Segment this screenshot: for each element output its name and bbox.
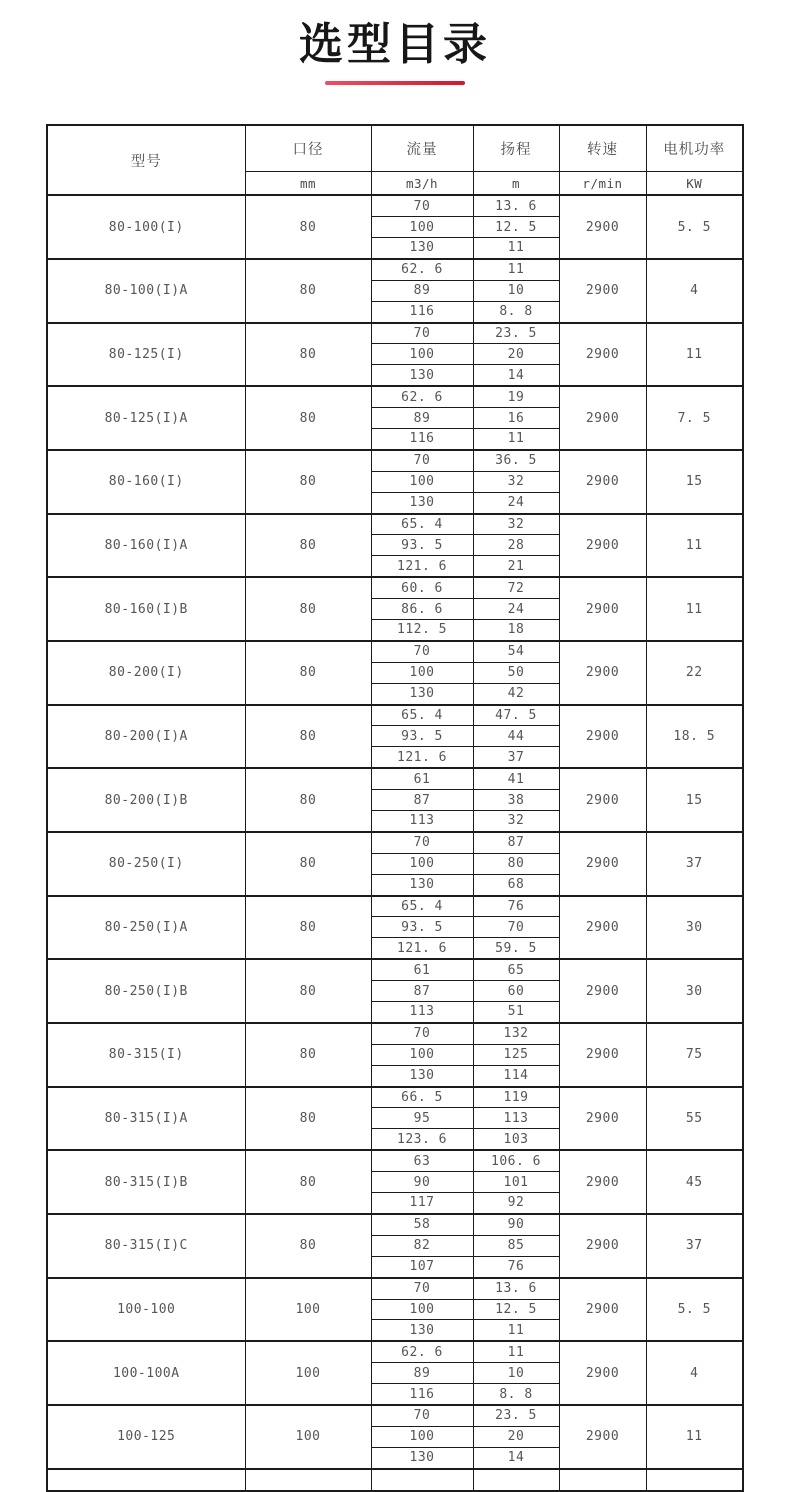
flow-cell: 89 xyxy=(371,408,473,429)
power-cell: 11 xyxy=(646,1405,743,1469)
table-row xyxy=(47,1278,743,1299)
head-cell: 101 xyxy=(473,1172,559,1193)
head-cell: 8. 8 xyxy=(473,1384,559,1405)
flow-cell: 100 xyxy=(371,1299,473,1320)
head-cell: 16 xyxy=(473,408,559,429)
power-cell: 15 xyxy=(646,450,743,514)
head-cell: 11 xyxy=(473,1320,559,1341)
page-title: 选型目录 xyxy=(299,19,491,70)
table-body xyxy=(47,195,743,1490)
flow-cell: 89 xyxy=(371,1363,473,1384)
head-cell: 38 xyxy=(473,790,559,811)
head-cell: 19 xyxy=(473,386,559,407)
head-cell: 21 xyxy=(473,556,559,577)
header-row xyxy=(47,125,743,172)
power-cell: 75 xyxy=(646,1023,743,1087)
flow-cell: 58 xyxy=(371,1214,473,1235)
head-cell: 72 xyxy=(473,577,559,598)
flow-cell: 62. 6 xyxy=(371,1341,473,1362)
table-row xyxy=(47,1214,743,1235)
power-cell: 11 xyxy=(646,323,743,387)
cutoff-cell xyxy=(371,1469,473,1491)
caliber-cell: 80 xyxy=(245,386,371,450)
model-cell: 80-100(I)A xyxy=(47,259,245,323)
flow-cell: 116 xyxy=(371,1384,473,1405)
flow-cell: 116 xyxy=(371,301,473,322)
model-cell: 80-250(I) xyxy=(47,832,245,896)
head-cell: 23. 5 xyxy=(473,323,559,344)
flow-cell: 93. 5 xyxy=(371,535,473,556)
head-cell: 60 xyxy=(473,981,559,1002)
speed-cell: 2900 xyxy=(559,768,646,832)
flow-cell: 70 xyxy=(371,1278,473,1299)
flow-cell: 107 xyxy=(371,1256,473,1277)
flow-cell: 100 xyxy=(371,1426,473,1447)
table-row xyxy=(47,1150,743,1171)
caliber-cell: 80 xyxy=(245,896,371,960)
head-cell: 20 xyxy=(473,344,559,365)
model-cell: 80-125(I)A xyxy=(47,386,245,450)
table-row xyxy=(47,259,743,280)
header-flow: 流量 xyxy=(371,125,473,172)
table-row xyxy=(47,896,743,917)
model-cell: 80-315(I)B xyxy=(47,1150,245,1214)
speed-cell: 2900 xyxy=(559,959,646,1023)
flow-cell: 130 xyxy=(371,1065,473,1086)
head-cell: 8. 8 xyxy=(473,301,559,322)
head-cell: 32 xyxy=(473,514,559,535)
flow-cell: 130 xyxy=(371,874,473,895)
flow-cell: 65. 4 xyxy=(371,705,473,726)
caliber-cell: 80 xyxy=(245,514,371,578)
table-row xyxy=(47,1341,743,1362)
flow-cell: 66. 5 xyxy=(371,1087,473,1108)
caliber-cell: 80 xyxy=(245,195,371,259)
head-cell: 11 xyxy=(473,428,559,449)
unit-head: m xyxy=(473,172,559,196)
power-cell: 37 xyxy=(646,1214,743,1278)
cutoff-row xyxy=(47,1469,743,1491)
head-cell: 20 xyxy=(473,1426,559,1447)
flow-cell: 121. 6 xyxy=(371,747,473,768)
speed-cell: 2900 xyxy=(559,1023,646,1087)
flow-cell: 70 xyxy=(371,195,473,216)
flow-cell: 70 xyxy=(371,641,473,662)
table-row xyxy=(47,514,743,535)
head-cell: 13. 6 xyxy=(473,195,559,216)
table-row xyxy=(47,959,743,980)
head-cell: 132 xyxy=(473,1023,559,1044)
caliber-cell: 100 xyxy=(245,1405,371,1469)
model-cell: 80-315(I)C xyxy=(47,1214,245,1278)
table-row xyxy=(47,768,743,789)
caliber-cell: 80 xyxy=(245,1214,371,1278)
header-model: 型号 xyxy=(47,125,245,195)
model-cell: 80-160(I)A xyxy=(47,514,245,578)
header-head: 扬程 xyxy=(473,125,559,172)
flow-cell: 117 xyxy=(371,1193,473,1214)
head-cell: 103 xyxy=(473,1129,559,1150)
head-cell: 113 xyxy=(473,1108,559,1129)
title-underline xyxy=(325,81,465,85)
speed-cell: 2900 xyxy=(559,705,646,769)
head-cell: 12. 5 xyxy=(473,217,559,238)
head-cell: 65 xyxy=(473,959,559,980)
cutoff-cell xyxy=(245,1469,371,1491)
table-header xyxy=(47,125,743,195)
caliber-cell: 80 xyxy=(245,1150,371,1214)
flow-cell: 82 xyxy=(371,1235,473,1256)
catalog-page xyxy=(0,19,790,1492)
model-cell: 80-315(I)A xyxy=(47,1087,245,1151)
head-cell: 54 xyxy=(473,641,559,662)
flow-cell: 130 xyxy=(371,492,473,513)
power-cell: 30 xyxy=(646,896,743,960)
power-cell: 4 xyxy=(646,259,743,323)
head-cell: 18 xyxy=(473,620,559,641)
head-cell: 11 xyxy=(473,237,559,258)
power-cell: 15 xyxy=(646,768,743,832)
table-row xyxy=(47,577,743,598)
flow-cell: 60. 6 xyxy=(371,577,473,598)
head-cell: 70 xyxy=(473,917,559,938)
flow-cell: 70 xyxy=(371,450,473,471)
caliber-cell: 80 xyxy=(245,959,371,1023)
model-cell: 80-125(I) xyxy=(47,323,245,387)
model-cell: 100-125 xyxy=(47,1405,245,1469)
caliber-cell: 100 xyxy=(245,1341,371,1405)
speed-cell: 2900 xyxy=(559,1278,646,1342)
selection-table xyxy=(46,124,744,1491)
flow-cell: 130 xyxy=(371,237,473,258)
head-cell: 32 xyxy=(473,811,559,832)
head-cell: 14 xyxy=(473,365,559,386)
head-cell: 87 xyxy=(473,832,559,853)
unit-flow: m3/h xyxy=(371,172,473,196)
head-cell: 44 xyxy=(473,726,559,747)
head-cell: 28 xyxy=(473,535,559,556)
header-caliber: 口径 xyxy=(245,125,371,172)
model-cell: 80-200(I)A xyxy=(47,705,245,769)
speed-cell: 2900 xyxy=(559,896,646,960)
head-cell: 50 xyxy=(473,662,559,683)
caliber-cell: 80 xyxy=(245,1087,371,1151)
head-cell: 76 xyxy=(473,896,559,917)
head-cell: 11 xyxy=(473,1341,559,1362)
table-row xyxy=(47,705,743,726)
speed-cell: 2900 xyxy=(559,514,646,578)
caliber-cell: 80 xyxy=(245,323,371,387)
table-row xyxy=(47,323,743,344)
head-cell: 106. 6 xyxy=(473,1150,559,1171)
flow-cell: 95 xyxy=(371,1108,473,1129)
power-cell: 55 xyxy=(646,1087,743,1151)
flow-cell: 62. 6 xyxy=(371,259,473,280)
flow-cell: 121. 6 xyxy=(371,556,473,577)
model-cell: 80-250(I)B xyxy=(47,959,245,1023)
head-cell: 76 xyxy=(473,1256,559,1277)
flow-cell: 130 xyxy=(371,1447,473,1468)
model-cell: 80-200(I) xyxy=(47,641,245,705)
flow-cell: 130 xyxy=(371,365,473,386)
cutoff-cell xyxy=(473,1469,559,1491)
power-cell: 7. 5 xyxy=(646,386,743,450)
flow-cell: 100 xyxy=(371,853,473,874)
head-cell: 85 xyxy=(473,1235,559,1256)
head-cell: 12. 5 xyxy=(473,1299,559,1320)
flow-cell: 70 xyxy=(371,1405,473,1426)
power-cell: 45 xyxy=(646,1150,743,1214)
flow-cell: 93. 5 xyxy=(371,726,473,747)
caliber-cell: 80 xyxy=(245,641,371,705)
caliber-cell: 80 xyxy=(245,450,371,514)
cutoff-cell xyxy=(559,1469,646,1491)
model-cell: 80-250(I)A xyxy=(47,896,245,960)
speed-cell: 2900 xyxy=(559,1150,646,1214)
flow-cell: 62. 6 xyxy=(371,386,473,407)
model-cell: 100-100 xyxy=(47,1278,245,1342)
flow-cell: 70 xyxy=(371,832,473,853)
model-cell: 80-160(I) xyxy=(47,450,245,514)
unit-caliber: mm xyxy=(245,172,371,196)
flow-cell: 87 xyxy=(371,790,473,811)
head-cell: 59. 5 xyxy=(473,938,559,959)
flow-cell: 90 xyxy=(371,1172,473,1193)
caliber-cell: 80 xyxy=(245,705,371,769)
flow-cell: 61 xyxy=(371,959,473,980)
head-cell: 10 xyxy=(473,1363,559,1384)
flow-cell: 121. 6 xyxy=(371,938,473,959)
flow-cell: 100 xyxy=(371,344,473,365)
model-cell: 80-160(I)B xyxy=(47,577,245,641)
caliber-cell: 80 xyxy=(245,259,371,323)
head-cell: 68 xyxy=(473,874,559,895)
unit-power: KW xyxy=(646,172,743,196)
speed-cell: 2900 xyxy=(559,832,646,896)
power-cell: 18. 5 xyxy=(646,705,743,769)
flow-cell: 61 xyxy=(371,768,473,789)
flow-cell: 89 xyxy=(371,280,473,301)
speed-cell: 2900 xyxy=(559,195,646,259)
power-cell: 5. 5 xyxy=(646,1278,743,1342)
model-cell: 80-200(I)B xyxy=(47,768,245,832)
caliber-cell: 80 xyxy=(245,577,371,641)
speed-cell: 2900 xyxy=(559,577,646,641)
table-row xyxy=(47,386,743,407)
power-cell: 5. 5 xyxy=(646,195,743,259)
head-cell: 92 xyxy=(473,1193,559,1214)
speed-cell: 2900 xyxy=(559,641,646,705)
flow-cell: 70 xyxy=(371,1023,473,1044)
model-cell: 80-315(I) xyxy=(47,1023,245,1087)
head-cell: 42 xyxy=(473,683,559,704)
speed-cell: 2900 xyxy=(559,1087,646,1151)
flow-cell: 100 xyxy=(371,217,473,238)
flow-cell: 123. 6 xyxy=(371,1129,473,1150)
head-cell: 51 xyxy=(473,1002,559,1023)
table-row xyxy=(47,1405,743,1426)
flow-cell: 116 xyxy=(371,428,473,449)
flow-cell: 93. 5 xyxy=(371,917,473,938)
model-cell: 100-100A xyxy=(47,1341,245,1405)
head-cell: 13. 6 xyxy=(473,1278,559,1299)
speed-cell: 2900 xyxy=(559,1405,646,1469)
head-cell: 80 xyxy=(473,853,559,874)
power-cell: 30 xyxy=(646,959,743,1023)
table-row xyxy=(47,832,743,853)
head-cell: 41 xyxy=(473,768,559,789)
table-row xyxy=(47,1087,743,1108)
caliber-cell: 80 xyxy=(245,1023,371,1087)
header-power: 电机功率 xyxy=(646,125,743,172)
flow-cell: 112. 5 xyxy=(371,620,473,641)
flow-cell: 100 xyxy=(371,662,473,683)
power-cell: 11 xyxy=(646,577,743,641)
head-cell: 47. 5 xyxy=(473,705,559,726)
power-cell: 4 xyxy=(646,1341,743,1405)
flow-cell: 86. 6 xyxy=(371,599,473,620)
head-cell: 32 xyxy=(473,471,559,492)
head-cell: 90 xyxy=(473,1214,559,1235)
unit-speed: r/min xyxy=(559,172,646,196)
head-cell: 114 xyxy=(473,1065,559,1086)
table-row xyxy=(47,450,743,471)
table-row xyxy=(47,195,743,216)
power-cell: 22 xyxy=(646,641,743,705)
cutoff-cell xyxy=(646,1469,743,1491)
model-cell: 80-100(I) xyxy=(47,195,245,259)
head-cell: 125 xyxy=(473,1044,559,1065)
speed-cell: 2900 xyxy=(559,1214,646,1278)
speed-cell: 2900 xyxy=(559,1341,646,1405)
power-cell: 11 xyxy=(646,514,743,578)
power-cell: 37 xyxy=(646,832,743,896)
flow-cell: 130 xyxy=(371,1320,473,1341)
head-cell: 10 xyxy=(473,280,559,301)
speed-cell: 2900 xyxy=(559,323,646,387)
head-cell: 24 xyxy=(473,492,559,513)
flow-cell: 113 xyxy=(371,811,473,832)
table-row xyxy=(47,1023,743,1044)
flow-cell: 87 xyxy=(371,981,473,1002)
cutoff-cell xyxy=(47,1469,245,1491)
caliber-cell: 80 xyxy=(245,768,371,832)
flow-cell: 65. 4 xyxy=(371,896,473,917)
flow-cell: 65. 4 xyxy=(371,514,473,535)
flow-cell: 100 xyxy=(371,1044,473,1065)
flow-cell: 113 xyxy=(371,1002,473,1023)
flow-cell: 63 xyxy=(371,1150,473,1171)
flow-cell: 130 xyxy=(371,683,473,704)
head-cell: 23. 5 xyxy=(473,1405,559,1426)
head-cell: 37 xyxy=(473,747,559,768)
caliber-cell: 100 xyxy=(245,1278,371,1342)
head-cell: 11 xyxy=(473,259,559,280)
flow-cell: 100 xyxy=(371,471,473,492)
head-cell: 119 xyxy=(473,1087,559,1108)
caliber-cell: 80 xyxy=(245,832,371,896)
speed-cell: 2900 xyxy=(559,450,646,514)
header-speed: 转速 xyxy=(559,125,646,172)
speed-cell: 2900 xyxy=(559,386,646,450)
speed-cell: 2900 xyxy=(559,259,646,323)
flow-cell: 70 xyxy=(371,323,473,344)
head-cell: 36. 5 xyxy=(473,450,559,471)
table-row xyxy=(47,641,743,662)
head-cell: 24 xyxy=(473,599,559,620)
head-cell: 14 xyxy=(473,1447,559,1468)
